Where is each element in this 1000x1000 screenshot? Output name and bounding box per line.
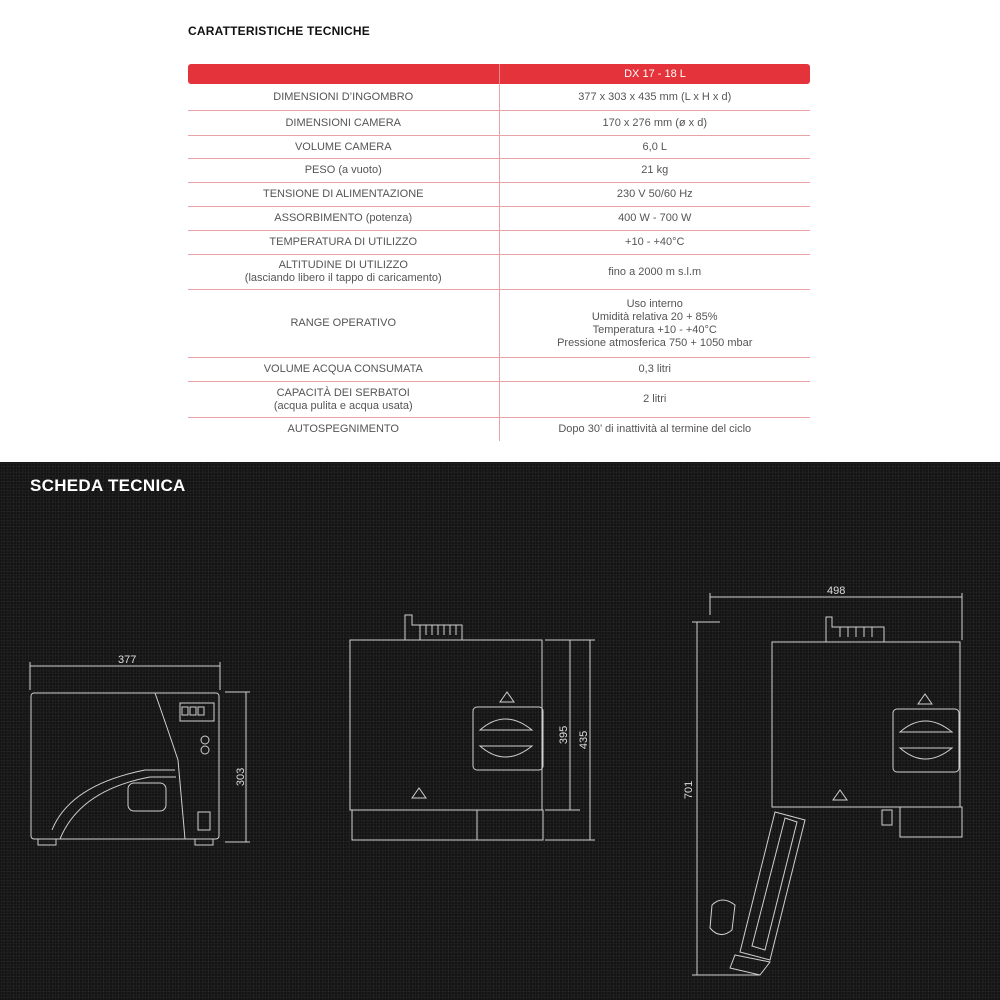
spec-value-line: 170 x 276 mm (ø x d): [602, 116, 708, 129]
front-view: [30, 662, 250, 845]
spec-value-line: Umidità relativa 20 + 85%: [591, 310, 718, 323]
spec-value-line: 21 kg: [641, 164, 669, 176]
spec-label-line: RANGE OPERATIVO: [290, 317, 397, 329]
spec-label-line: VOLUME CAMERA: [294, 140, 392, 153]
side-outer-height-label: 435: [578, 730, 590, 750]
front-height-label: 303: [235, 767, 247, 787]
spec-value-line: 377 x 303 x 435 mm (L x H x d): [578, 90, 732, 103]
spec-value-line: Pressione atmosferica 750 + 1050 mbar: [557, 336, 753, 349]
spec-value-line: 230 V 50/60 Hz: [616, 188, 693, 200]
drawing-title: SCHEDA TECNICA: [30, 476, 186, 495]
open-height-label: 701: [683, 780, 695, 800]
spec-label-line: TENSIONE DI ALIMENTAZIONE: [262, 188, 424, 200]
open-width-label: 498: [827, 585, 846, 597]
spec-value-line: 400 W - 700 W: [618, 212, 692, 224]
spec-label-line: (lasciando libero il tappo di caricamento): [244, 272, 442, 284]
spec-label-line: VOLUME ACQUA CONSUMATA: [263, 363, 423, 375]
model-header: DX 17 - 18 L: [499, 64, 810, 84]
spec-value-line: +10 - +40°C: [625, 236, 685, 248]
spec-label-line: DIMENSIONI D’INGOMBRO: [273, 90, 414, 103]
spec-value-line: 2 litri: [643, 393, 667, 405]
spec-value-line: 6,0 L: [642, 140, 667, 153]
spec-label-line: ASSORBIMENTO (potenza): [274, 212, 413, 224]
spec-label-line: ALTITUDINE DI UTILIZZO: [278, 259, 408, 271]
spec-value-line: fino a 2000 m s.l.m: [608, 265, 702, 278]
spec-label-line: PESO (a vuoto): [304, 164, 382, 176]
spec-value-line: Dopo 30’ di inattività al termine del ciclo: [558, 423, 752, 435]
spec-value-line: Uso interno: [626, 297, 683, 310]
spec-label-line: CAPACITÀ DEI SERBATOI: [276, 386, 410, 399]
spec-label-line: TEMPERATURA DI UTILIZZO: [269, 236, 418, 248]
front-width-label: 377: [118, 654, 137, 666]
specs-title: CARATTERISTICHE TECNICHE: [188, 24, 370, 38]
spec-label-line: (acqua pulita e acqua usata): [273, 399, 413, 412]
open-view: [692, 593, 962, 975]
spec-label-line: AUTOSPEGNIMENTO: [287, 423, 399, 435]
spec-label-line: DIMENSIONI CAMERA: [285, 116, 401, 129]
spec-value-line: 0,3 litri: [638, 363, 671, 375]
spec-value-line: Temperatura +10 - +40°C: [592, 323, 717, 336]
side-inner-height-label: 395: [558, 725, 570, 745]
